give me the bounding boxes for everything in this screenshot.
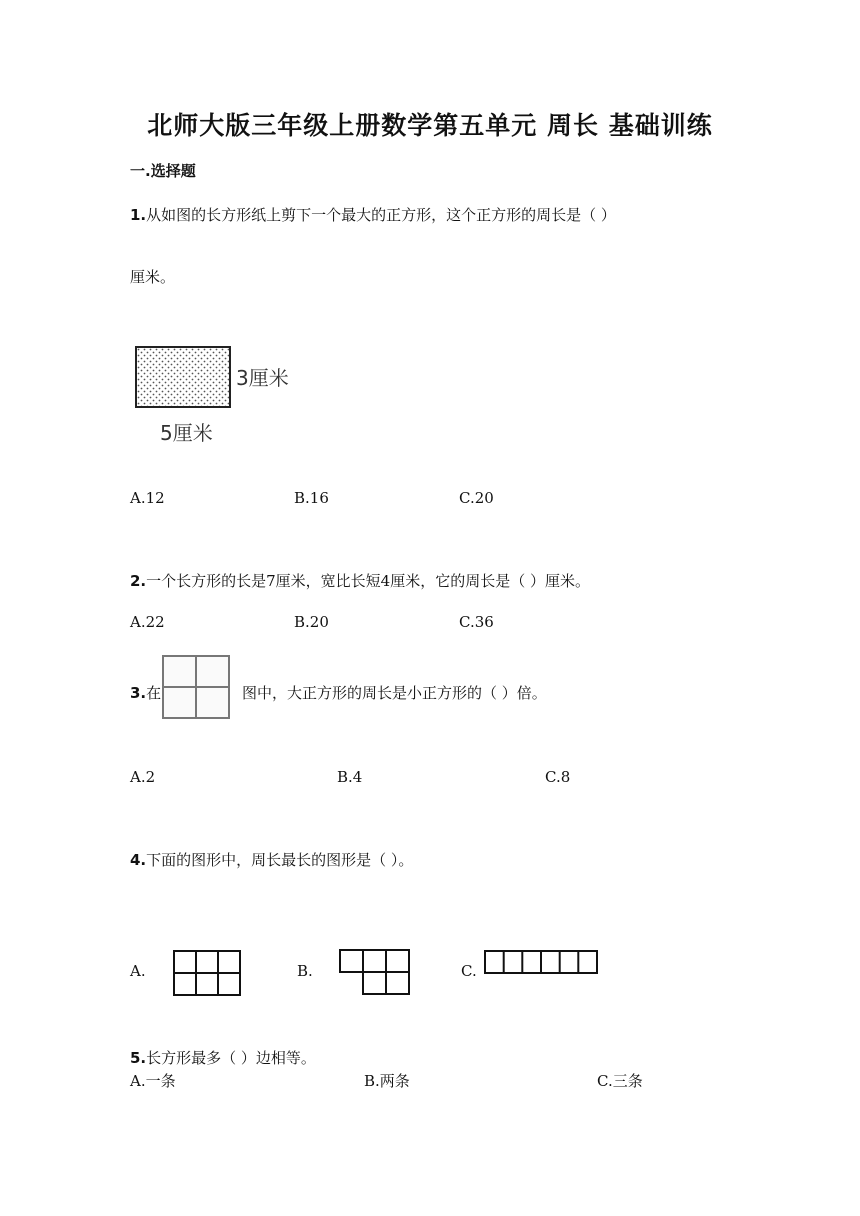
page-title: 北师大版三年级上册数学第五单元 周长 基础训练: [147, 111, 713, 140]
option-b[interactable]: B.16: [294, 489, 329, 507]
question-text-before: 在: [146, 684, 162, 702]
four-square-grid-icon: [162, 655, 232, 721]
option-b[interactable]: B.: [297, 962, 313, 980]
option-b[interactable]: B.4: [337, 768, 363, 786]
option-a[interactable]: A.12: [130, 489, 165, 507]
question-3-text: 图中，大正方形的周长是小正方形的（ ）倍。: [242, 684, 547, 702]
question-text: 从如图的长方形纸上剪下一个最大的正方形，这个正方形的周长是（ ）: [146, 206, 616, 224]
option-c[interactable]: C.36: [459, 613, 494, 631]
option-a[interactable]: A.一条: [130, 1072, 176, 1090]
option-a[interactable]: A.: [130, 962, 146, 980]
option-b[interactable]: B.两条: [364, 1072, 410, 1090]
section-heading: 一.选择题: [130, 162, 196, 180]
question-1: [130, 204, 616, 225]
shape-c-figure: [484, 950, 600, 980]
question-3: [130, 682, 161, 703]
question-text: 长方形最多（ ）边相等。: [146, 1049, 316, 1067]
question-1-continuation: 厘米。: [130, 268, 176, 286]
grid-square-figure: [162, 655, 232, 725]
question-number: 5.: [130, 1049, 147, 1067]
width-label: 5厘米: [160, 421, 213, 445]
option-c[interactable]: C.8: [545, 768, 571, 786]
question-5: [130, 1047, 316, 1068]
question-number: 1.: [130, 206, 147, 224]
question-number: 2.: [130, 572, 147, 590]
option-b[interactable]: B.20: [294, 613, 329, 631]
option-c[interactable]: C.三条: [597, 1072, 643, 1090]
question-4: [130, 849, 413, 870]
shape-b-figure: [339, 949, 413, 1001]
option-c[interactable]: C.: [461, 962, 477, 980]
question-number: 4.: [130, 851, 147, 869]
height-label: 3厘米: [236, 366, 289, 390]
option-a[interactable]: A.2: [130, 768, 156, 786]
question-text: 一个长方形的长是7厘米，宽比长短4厘米，它的周长是（ ）厘米。: [146, 572, 590, 590]
option-a[interactable]: A.22: [130, 613, 165, 631]
shape-a-figure: [173, 950, 243, 1002]
row-of-squares-icon: [484, 950, 600, 976]
question-2: [130, 570, 590, 591]
question-number: 3.: [130, 684, 147, 702]
question-text: 下面的图形中，周长最长的图形是（ ）。: [146, 851, 414, 869]
option-c[interactable]: C.20: [459, 489, 494, 507]
two-by-three-grid-icon: [173, 950, 243, 998]
stepped-squares-icon: [339, 949, 413, 997]
